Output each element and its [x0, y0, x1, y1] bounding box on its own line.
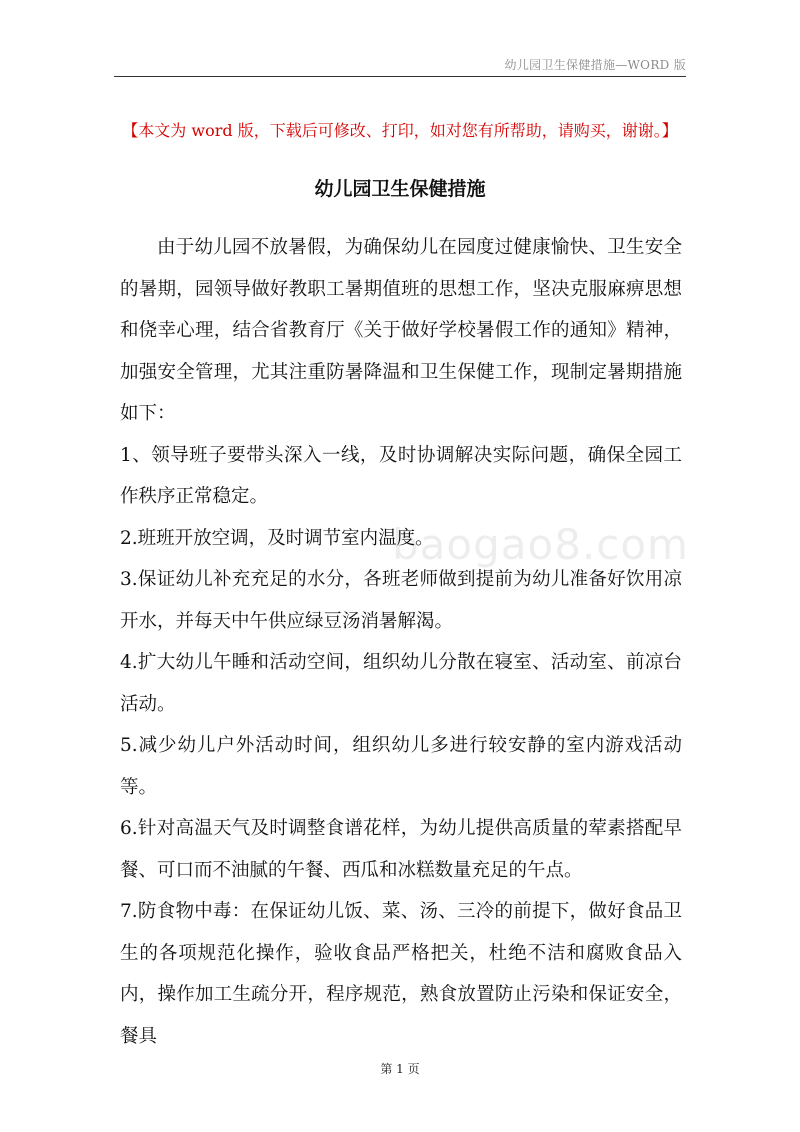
document-body: [120, 227, 682, 1057]
list-item: 5.减少幼儿户外活动时间，组织幼儿多进行较安静的室内游戏活动等。: [120, 735, 682, 798]
list-item: 4.扩大幼儿午睡和活动空间，组织幼儿分散在寝室、活动室、前凉台活动。: [120, 652, 682, 715]
header-divider: [114, 76, 686, 77]
document-title: 幼儿园卫生保健措施: [314, 178, 486, 200]
list-item: 6.针对高温天气及时调整食谱花样，为幼儿提供高质量的荤素搭配早餐、可口而不油腻的午餐、西瓜和冰糕数量充足的午点。: [120, 818, 682, 881]
list-item: 2.班班开放空调，及时调节室内温度。: [120, 527, 434, 549]
list-item: 3.保证幼儿补充充足的水分，各班老师做到提前为幼儿准备好饮用凉开水，并每天中午供应绿豆汤消暑解渴。: [120, 569, 682, 632]
list-item: 1、领导班子要带头深入一线，及时协调解决实际问题，确保全园工作秩序正常稳定。: [120, 444, 682, 507]
page-number: 第 1 页: [380, 1062, 420, 1076]
purchase-notice: 【本文为 word 版，下载后可修改、打印，如对您有所帮助，请购买，谢谢。】: [122, 121, 678, 140]
watermark: baogao8.com: [392, 520, 689, 569]
running-header-title: 幼儿园卫生保健措施—WORD 版: [504, 58, 686, 72]
intro-paragraph: 由于幼儿园不放暑假，为确保幼儿在园度过健康愉快、卫生安全的暑期，园领导做好教职工暑期值班的思想工作，坚决克服麻痹思想和侥幸心理，结合省教育厅《关于做好学校暑假工作的通知》精神，加强安全管理，尤其注重防暑降温和卫生保健工作，现制定暑期措施如下：: [120, 237, 682, 424]
list-item: 7.防食物中毒：在保证幼儿饭、菜、汤、三冷的前提下，做好食品卫生的各项规范化操作，验收食品严格把关，杜绝不洁和腐败食品入内，操作加工生疏分开，程序规范，熟食放置防止污染和保证安全，餐具: [120, 901, 682, 1047]
